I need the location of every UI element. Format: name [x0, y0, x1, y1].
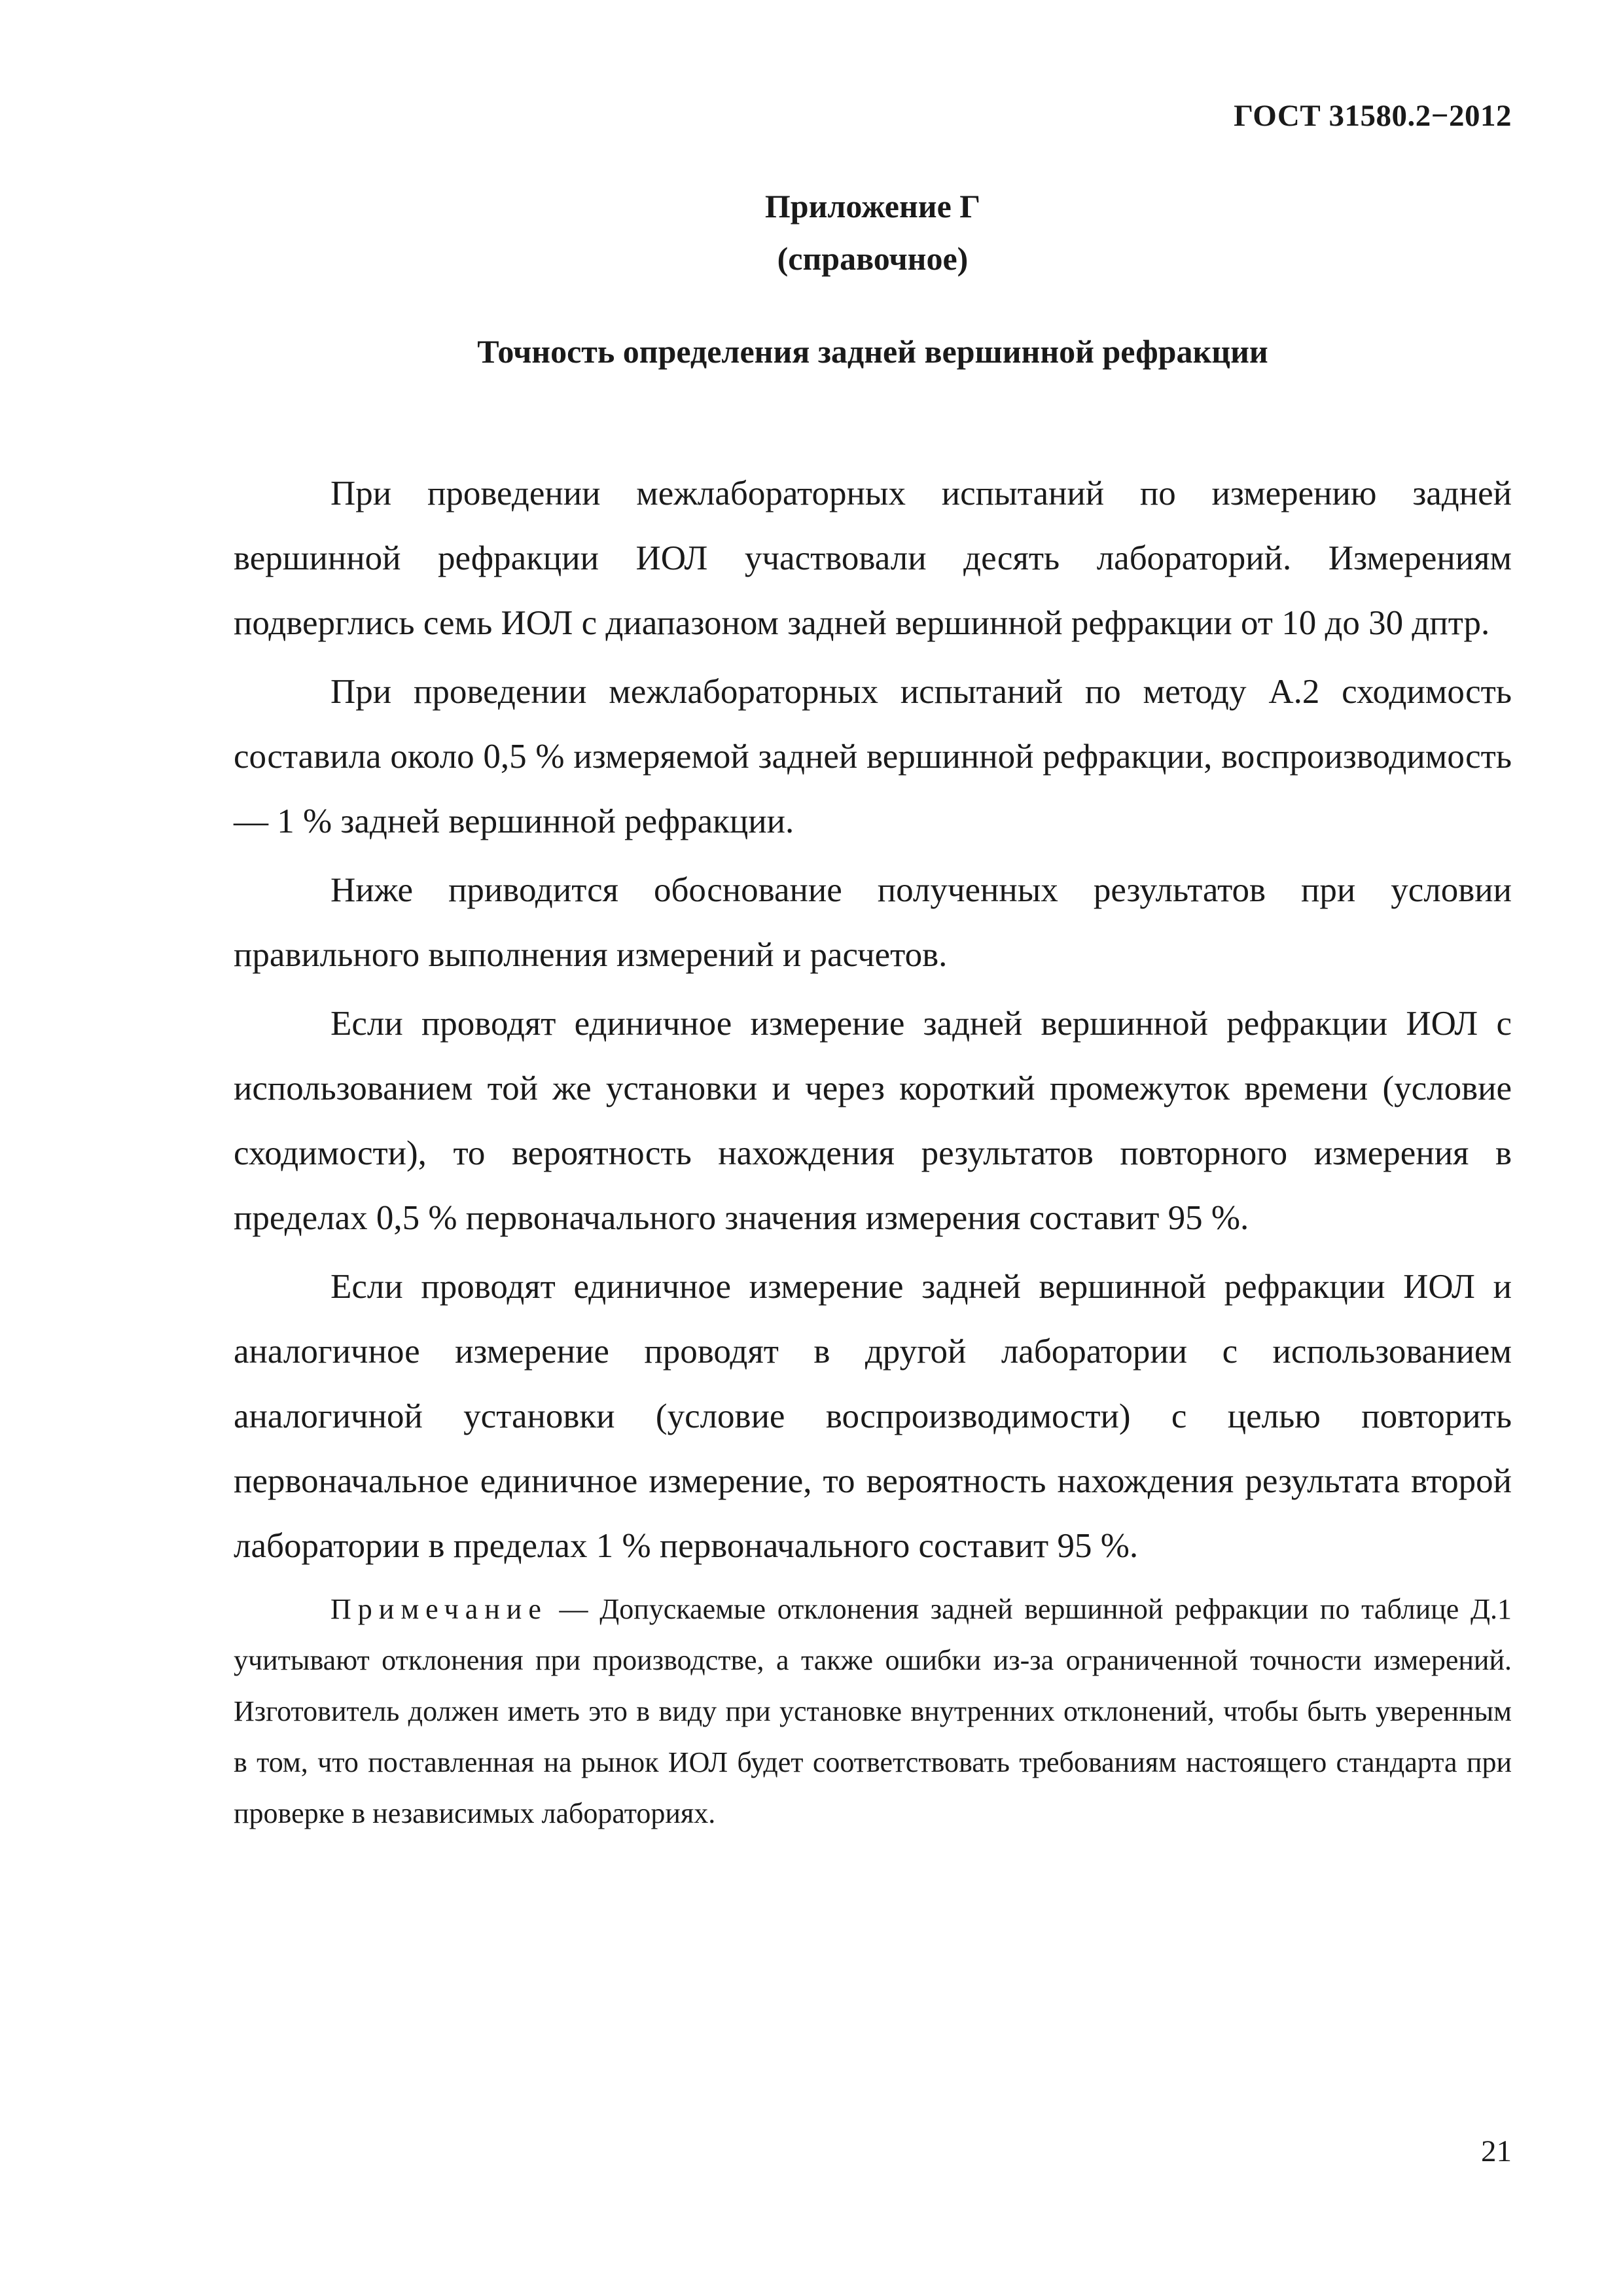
body-text — [234, 461, 1512, 1839]
paragraph-2: При проведении межлабораторных испытаний по методу А.2 сходимость составила около 0,5 % измеряемой задней вершинной рефракции, воспроизводимость — 1 % задней вершинной рефракции. — [234, 673, 1512, 840]
note — [234, 1584, 1512, 1839]
appendix-heading — [234, 180, 1512, 285]
note-dash: — — [547, 1593, 600, 1625]
paragraph-4: Если проводят единичное измерение задней вершинной рефракции ИОЛ с использованием той же установки и через короткий промежуток времени (условие сходимости), то вероятность нахождения результатов повторного измерения в пределах 0,5 % первоначального значения измерения составит 95 %. — [234, 1005, 1512, 1237]
note-label: Примечание — [330, 1593, 548, 1625]
appendix-subtitle: (справочное) — [777, 240, 969, 277]
page-number: 21 — [1481, 2134, 1512, 2168]
section-title: Точность определения задней вершинной рефракции — [477, 333, 1268, 370]
document-code: ГОСТ 31580.2−2012 — [1234, 99, 1512, 133]
paragraph-1: При проведении межлабораторных испытаний по измерению задней вершинной рефракции ИОЛ участвовали десять лабораторий. Измерениям подверглись семь ИОЛ с диапазоном задней вершинной рефракции от 10 до 30 дптр. — [234, 475, 1512, 642]
paragraph-5: Если проводят единичное измерение задней вершинной рефракции ИОЛ и аналогичное измерение проводят в другой лаборатории с использованием аналогичной установки (условие воспроизводимости) с целью повторить первоначальное единичное измерение, то вероятность нахождения результата второй лаборатории в пределах 1 % первоначального составит 95 %. — [234, 1268, 1512, 1565]
appendix-title: Приложение Г — [764, 188, 981, 224]
paragraph-3: Ниже приводится обоснование полученных результатов при условии правильного выполнения измерений и расчетов. — [234, 871, 1512, 974]
note-text: Допускаемые отклонения задней вершинной рефракции по таблице Д.1 учитывают отклонения при производстве, а также ошибки из-за ограниченной точности измерений. Изготовитель должен иметь это в виду при установке внутренних отклонений, чтобы быть уверенным в том, что поставленная на рынок ИОЛ будет соответствовать требованиям настоящего стандарта при проверке в независимых лабораториях. — [234, 1593, 1512, 1829]
